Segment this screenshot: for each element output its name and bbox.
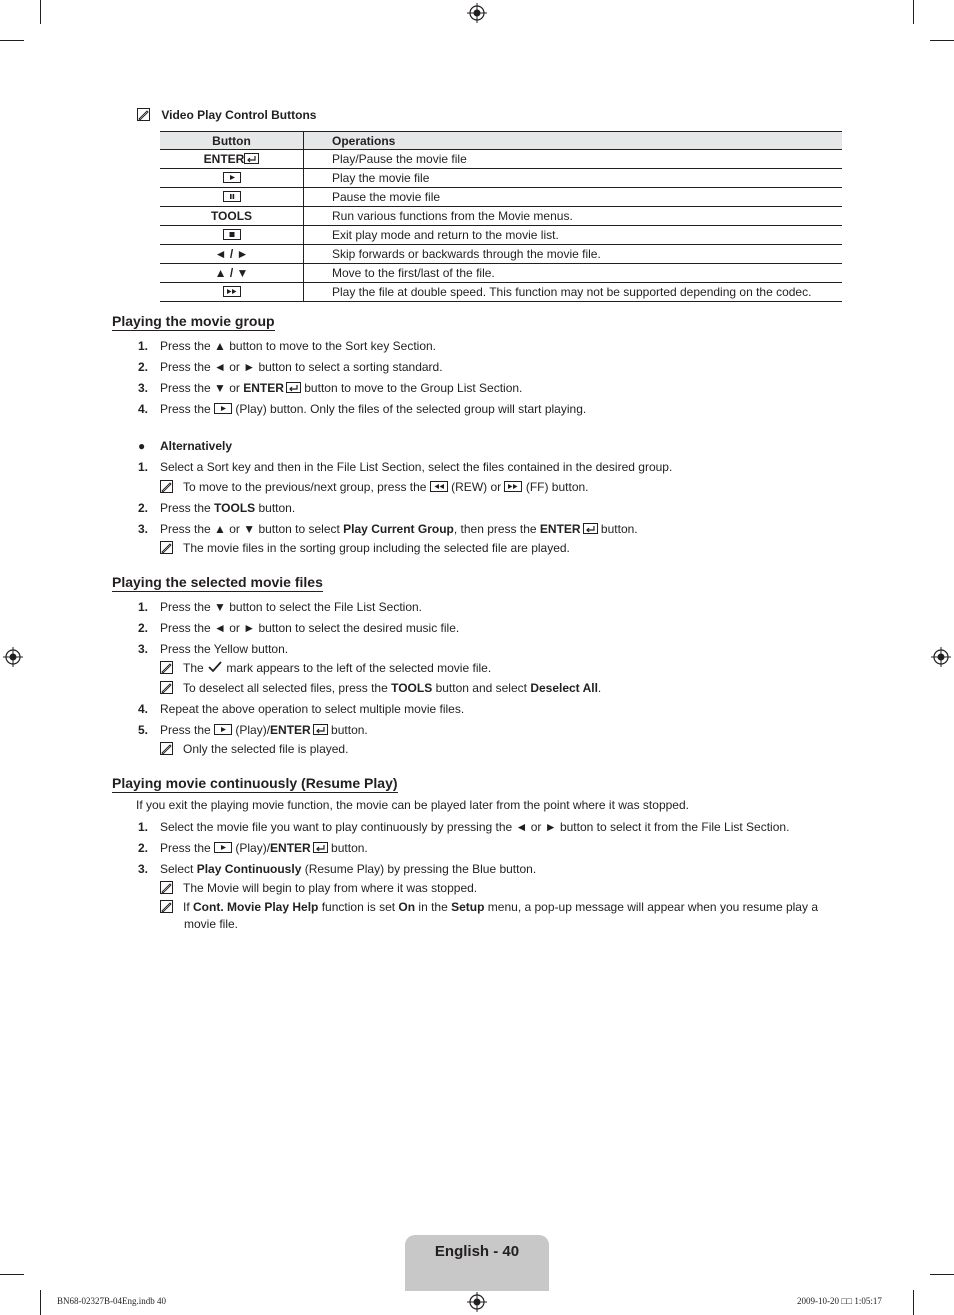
step-note: If Cont. Movie Play Help function is set On in the Setup menu, a pop-up message will appear when you resume play a [160, 900, 818, 914]
play-icon [214, 724, 232, 735]
video-control-table [160, 131, 842, 302]
step-number: 2. [138, 360, 149, 374]
registration-mark-icon [467, 1292, 487, 1312]
button-cell [160, 226, 304, 245]
fast-forward-icon [223, 286, 241, 297]
step-number: 3. [138, 522, 149, 536]
play-icon [223, 172, 241, 183]
button-label: ENTER [203, 152, 245, 166]
enter-icon [244, 153, 259, 164]
button-cell [160, 169, 304, 188]
button-cell [160, 150, 304, 169]
step-note: To deselect all selected files, press the TOOLS button and select Deselect All. [160, 681, 601, 695]
table-row [160, 226, 842, 245]
step-number: 1. [138, 600, 149, 614]
note-icon [160, 661, 173, 674]
crop-mark [0, 1274, 24, 1275]
step-number: 2. [138, 621, 149, 635]
enter-icon [313, 842, 328, 853]
step-text: Select a Sort key and then in the File List Section, select the files contained in the desired group. [160, 460, 673, 474]
section-title-selected-files: Playing the selected movie files [112, 574, 323, 590]
step-number: 3. [138, 862, 149, 876]
operation-cell: Skip forwards or backwards through the movie file. [304, 245, 843, 264]
enter-icon [313, 724, 328, 735]
bullet-icon: ● [138, 439, 146, 453]
pause-icon [223, 191, 241, 202]
step-number: 4. [138, 402, 149, 416]
table-row [160, 150, 842, 169]
note-icon [160, 881, 173, 894]
operation-cell: Play/Pause the movie file [304, 150, 843, 169]
note-icon [160, 681, 173, 694]
checkmark-icon [207, 661, 223, 673]
stop-icon [223, 229, 241, 240]
step-note: Only the selected file is played. [160, 742, 348, 756]
note-icon [160, 480, 173, 493]
step-number: 1. [138, 339, 149, 353]
enter-icon [583, 523, 598, 534]
note-icon [137, 108, 150, 121]
crop-mark [930, 1274, 954, 1275]
step-text: Repeat the above operation to select multiple movie files. [160, 702, 465, 716]
button-cell [160, 188, 304, 207]
step-note: The Movie will begin to play from where it was stopped. [160, 881, 477, 895]
table-row [160, 169, 842, 188]
note-icon [160, 900, 173, 913]
step-number: 2. [138, 501, 149, 515]
play-icon [214, 403, 232, 414]
step-number: 3. [138, 381, 149, 395]
step-text: Press the TOOLS button. [160, 501, 296, 515]
section-title-movie-group: Playing the movie group [112, 313, 275, 329]
step-text: Press the ▼ or ENTER button to move to the Group List Section. [160, 381, 523, 395]
print-slug-file: BN68-02327B-04Eng.indb 40 [57, 1296, 166, 1306]
step-text: Press the (Play)/ENTER button. [160, 841, 368, 855]
step-text: Press the Yellow button. [160, 642, 289, 656]
button-cell: ◄ / ► [160, 245, 304, 264]
note-icon [160, 541, 173, 554]
operation-cell: Pause the movie file [304, 188, 843, 207]
table-row [160, 188, 842, 207]
table-row [160, 207, 842, 226]
page-number-tab: English - 40 [405, 1235, 549, 1291]
step-text: Press the ◄ or ► button to select a sorting standard. [160, 360, 443, 374]
fast-forward-icon [504, 481, 522, 492]
step-note: The movie files in the sorting group including the selected file are played. [160, 541, 570, 555]
button-cell [160, 283, 304, 302]
step-text: Select Play Continuously (Resume Play) by pressing the Blue button. [160, 862, 537, 876]
step-note-continuation: movie file. [184, 917, 239, 931]
step-note: The mark appears to the left of the selected movie file. [160, 661, 491, 675]
operation-cell: Exit play mode and return to the movie list. [304, 226, 843, 245]
registration-mark-icon [931, 647, 951, 667]
alternatively-label: Alternatively [160, 439, 233, 453]
step-number: 3. [138, 642, 149, 656]
registration-mark-icon [467, 3, 487, 23]
step-text: Press the ◄ or ► button to select the desired music file. [160, 621, 460, 635]
step-text: Press the ▲ button to move to the Sort key Section. [160, 339, 437, 353]
crop-mark [913, 1290, 914, 1315]
button-cell: ▲ / ▼ [160, 264, 304, 283]
operation-cell: Play the movie file [304, 169, 843, 188]
rewind-icon [430, 481, 448, 492]
step-text: Select the movie file you want to play continuously by pressing the ◄ or ► button to select it from the File List Section. [160, 820, 790, 834]
note-icon [160, 742, 173, 755]
step-text: Press the (Play) button. Only the files of the selected group will start playing. [160, 402, 587, 416]
crop-mark [930, 40, 954, 41]
step-number: 1. [138, 460, 149, 474]
step-note: To move to the previous/next group, press the (REW) or (FF) button. [160, 480, 589, 494]
column-header-button: Button [160, 132, 304, 150]
table-row [160, 245, 842, 264]
step-number: 1. [138, 820, 149, 834]
crop-mark [913, 0, 914, 24]
button-cell: TOOLS [160, 207, 304, 226]
registration-mark-icon [3, 647, 23, 667]
column-header-operations: Operations [304, 132, 843, 150]
section-title-resume-play: Playing movie continuously (Resume Play) [112, 775, 398, 791]
crop-mark [40, 1290, 41, 1315]
step-number: 4. [138, 702, 149, 716]
print-slug-date: 2009-10-20 □□ 1:05:17 [797, 1296, 882, 1306]
step-text: Press the ▼ button to select the File List Section. [160, 600, 423, 614]
step-number: 2. [138, 841, 149, 855]
section-intro: If you exit the playing movie function, the movie can be played later from the point where it was stopped. [136, 798, 689, 812]
crop-mark [0, 40, 24, 41]
operation-cell: Move to the first/last of the file. [304, 264, 843, 283]
step-number: 5. [138, 723, 149, 737]
step-text: Press the ▲ or ▼ button to select Play Current Group, then press the ENTER button. [160, 522, 638, 536]
step-text: Press the (Play)/ENTER button. [160, 723, 368, 737]
crop-mark [40, 0, 41, 24]
table-title: Video Play Control Buttons [161, 108, 317, 122]
operation-cell: Run various functions from the Movie menus. [304, 207, 843, 226]
operation-cell: Play the file at double speed. This function may not be supported depending on the codec. [304, 283, 843, 302]
table-row [160, 283, 842, 302]
table-row [160, 264, 842, 283]
enter-icon [286, 382, 301, 393]
play-icon [214, 842, 232, 853]
table-title-row [137, 108, 316, 122]
